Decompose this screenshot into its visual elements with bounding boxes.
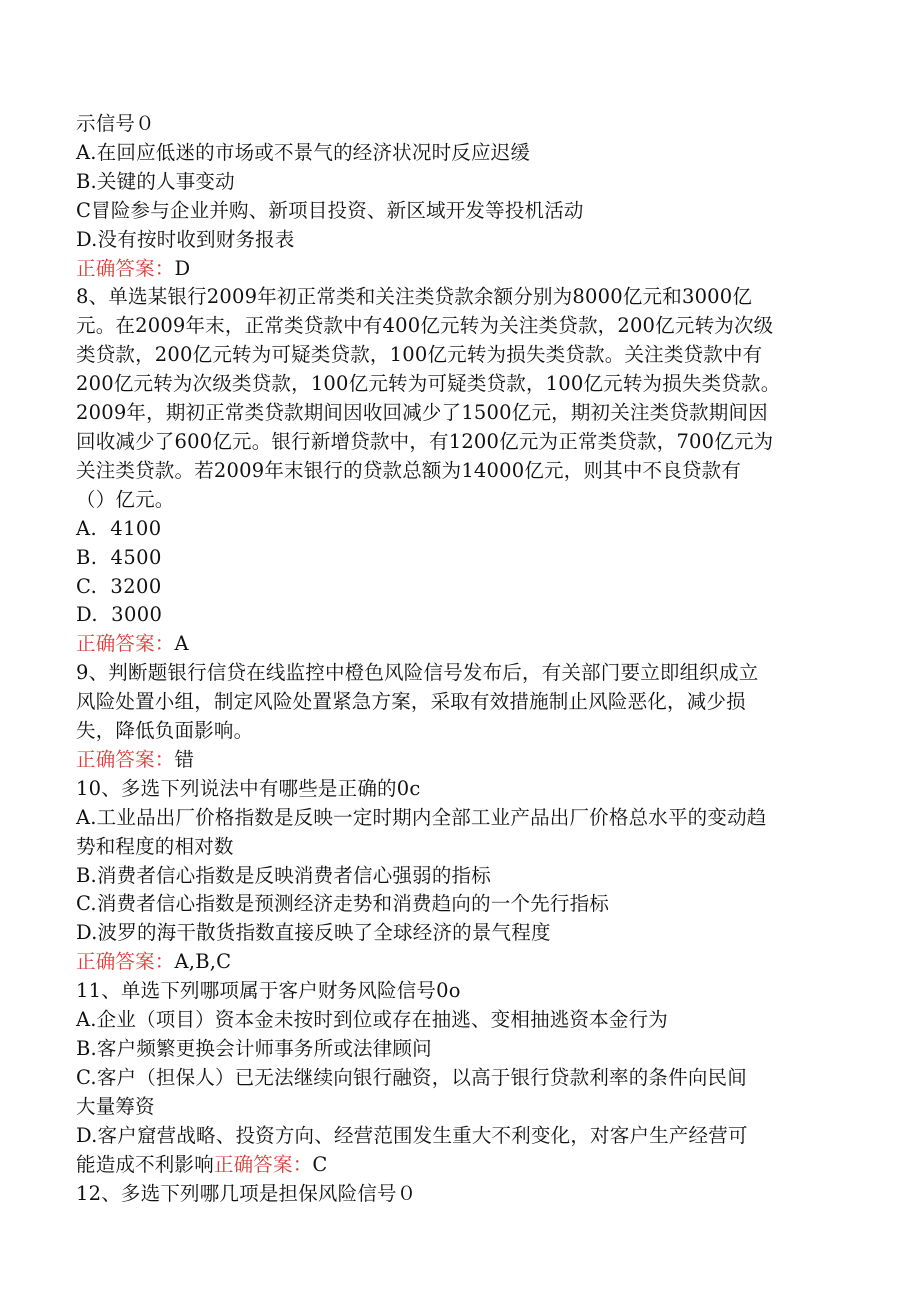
q9-answer (76, 746, 846, 775)
q8-option-d: D. 3000 (76, 603, 163, 627)
q8-answer-label: 正确答案： (76, 632, 175, 656)
q10-stem: 10、多选下列说法中有哪些是正确的0c (76, 776, 421, 800)
q10-answer-value: A,B,C (174, 950, 232, 974)
q7-option-a: A.在回应低迷的市场或不景气的经济状况时反应迟缓 (76, 140, 531, 164)
q10-option-b: B.消费者信心指数是反映消费者信心强弱的指标 (76, 863, 491, 887)
q7-option-d: D.没有按时收到财务报表 (76, 227, 295, 251)
q8-stem-line-2: 元。在2009年末，正常类贷款中有400亿元转为关注类贷款，200亿元转为次级 (76, 314, 774, 338)
q11-option-d-line-2 (76, 1151, 846, 1180)
q11-option-a: A.企业（项目）资本金未按时到位或存在抽逃、变相抽逃资本金行为 (76, 1008, 668, 1032)
q10-answer (76, 948, 846, 977)
q11-option-d-line-1: D.客户窟营战略、投资方向、经营范围发生重大不利变化，对客户生产经营可 (76, 1123, 748, 1147)
q7-answer-label: 正确答案： (76, 256, 175, 280)
q11-option-c-line-2: 大量筹资 (76, 1094, 155, 1118)
q7-stem-continuation: 示信号０ (76, 112, 155, 135)
q10-option-a-line-2: 势和程度的相对数 (76, 834, 234, 858)
q7-option-c: C冒险参与企业并购、新项目投资、新区域开发等投机活动 (76, 198, 584, 222)
q8-stem-line-1: 8、单选某银行2009年初正常类和关注类贷款余额分别为8000亿元和3000亿 (76, 285, 753, 309)
q8-stem-line-8: （）亿元。 (76, 487, 175, 511)
q8-stem-line-6: 回收减少了600亿元。银行新增贷款中，有1200亿元为正常类贷款，700亿元为 (76, 429, 774, 453)
q9-stem-line-3: 失，降低负面影响。 (76, 719, 254, 743)
q11-option-d-tail: 能造成不利影响 (76, 1152, 214, 1176)
q8-answer-value: A (174, 632, 189, 656)
q11-option-b: B.客户频繁更换会计师事务所或法律顾问 (76, 1037, 432, 1060)
q10-option-c: C.消费者信心指数是预测经济走势和消费趋向的一个先行指标 (76, 892, 610, 916)
q9-stem-line-1: 9、判断题银行信贷在线监控中橙色风险信号发布后，有关部门要立即组织成立 (76, 661, 759, 685)
q9-stem-line-2: 风险处置小组，制定风险处置紧急方案，采取有效措施制止风险恶化，减少损 (76, 690, 746, 714)
q7-answer (76, 255, 846, 284)
q10-answer-label: 正确答案： (76, 950, 175, 974)
q7-answer-value: D (174, 256, 191, 280)
q8-option-a: A. 4100 (76, 516, 162, 540)
q8-stem-line-5: 2009年，期初正常类贷款期间因收回减少了1500亿元，期初关注类贷款期间因 (76, 401, 768, 425)
q10-option-a-line-1: A.工业品出厂价格指数是反映一定时期内全部工业产品出厂价格总水平的变动趋 (76, 805, 767, 829)
q11-stem: 11、单选下列哪项属于客户财务风险信号0o (76, 979, 461, 1003)
q12-stem: 12、多选下列哪几项是担保风险信号０ (76, 1181, 417, 1205)
document-page (76, 110, 846, 1208)
q8-stem-line-3: 类贷款，200亿元转为可疑类贷款，100亿元转为损失类贷款。关注类贷款中有 (76, 343, 763, 367)
q8-stem-line-7: 关注类贷款。若2009年末银行的贷款总额为14000亿元，则其中不良贷款有 (76, 458, 742, 482)
q11-option-c-line-1: C.客户（担保人）已无法继续向银行融资，以高于银行贷款利率的条件向民间 (76, 1065, 747, 1089)
q11-answer-value: C (312, 1152, 328, 1176)
q7-option-b: B.关键的人事变动 (76, 169, 235, 193)
q8-answer (76, 630, 846, 659)
q9-answer-value: 错 (174, 747, 195, 771)
q10-option-d: D.波罗的海干散货指数直接反映了全球经济的景气程度 (76, 921, 551, 945)
q8-option-c: C. 3200 (76, 574, 162, 598)
q11-answer-label: 正确答案： (213, 1152, 313, 1176)
q9-answer-label: 正确答案： (76, 747, 175, 771)
q8-stem-line-4: 200亿元转为次级类贷款，100亿元转为可疑类贷款，100亿元转为损失类贷款。 (76, 372, 781, 396)
q8-option-b: B. 4500 (76, 545, 162, 569)
